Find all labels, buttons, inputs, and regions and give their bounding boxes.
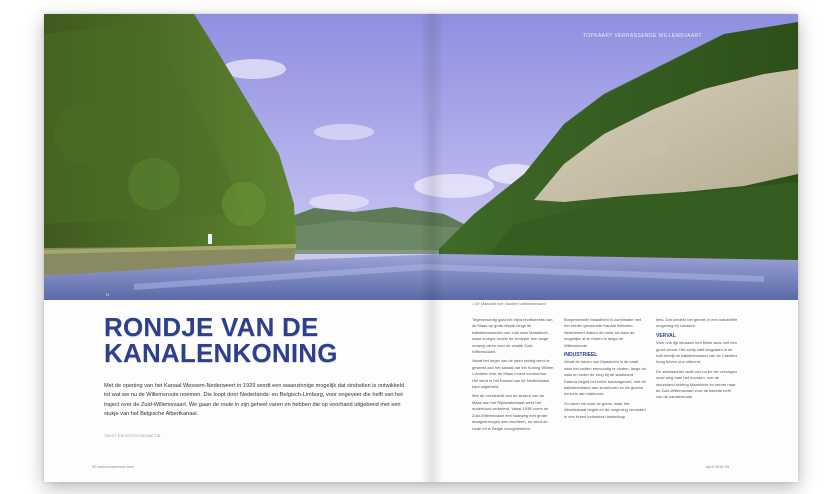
column-paragraph: lens. Dat ontdekt het geheel in een industriële omgeving bij Lanaken. [656, 317, 738, 329]
body-column-2 [564, 317, 646, 423]
column-paragraph: Vanaf het begin van de jaren twintig werd er gewerkt aan het kanaal dat het Koning Willem I-verkeer over de Maas moest voorkomen. Het werd in het Kanaal van de Nederlandse kant uitgebreid. [472, 358, 554, 390]
title-line-2: KANALENKONING [104, 338, 338, 368]
column-paragraph: Voor ons ligt intussen een flinke sluis met een groot verval. Het schip zakt langzaam in de kolk terwijl de kalksteenwand van de Caestert hoog boven ons uittorent. [656, 340, 737, 365]
column-paragraph: Vanaf de haven van Maastricht is de vaart naar het zuiden eenvoudig te vinden, langs de sluis en onder de brug bij de stadsrand. Daarna begint het echte kanaalgevoel, met de kalksteenwand aan stuurboord en de groene heuvels aan bakboord. [564, 359, 646, 397]
left-page-folio: 92 www.motorboot.com [92, 464, 134, 469]
right-page-folio: april 2016 93 [706, 464, 730, 469]
subheading-verval: VERVAL [656, 332, 676, 339]
column-paragraph: Tegenwoordig gaat het bijna rechtstreeks van de Maas op grote diepte langs de kalksteenwanden van Luik naar Maastricht, maar vroeger moest de schipper een lange omweg varen over de smalle Zuid-Willemsvaart. [472, 317, 553, 355]
photo-caption: • De Maasdal met Vaalder kalksteenwand [472, 301, 546, 306]
magazine-spread [44, 14, 798, 482]
body-column-1 [472, 317, 554, 435]
column-paragraph: Burgemeester Maastricht in combinatie met het eerder genoemde Kanaal Wessem-Nederweert maken de route tot waar de mogelijke af te vinden is langs de Willemsroute. [564, 317, 642, 348]
body-column-3 [656, 317, 738, 404]
article-title [104, 314, 404, 366]
subheading-industrieel: INDUSTRIEEL [564, 352, 598, 359]
photo-page-tag: N [106, 292, 109, 297]
column-paragraph: Zo varen we naar de grens, waar het Albertkanaal begint en de omgeving verandert in een breed industrieel landschap. [564, 400, 646, 419]
title-line-1: RONDJE VAN DE [104, 312, 319, 342]
column-paragraph: Met de overdracht van de sluizen van de Maas aan het Rijkswaterstaat werd het onderhoud verbeterd. Vanaf 1935 vormt de Zuid-Willemsvaart een vaarweg met groter draagvermogen dan voorheen, en werd de route tot in Belgie doorgetrokken. [472, 393, 549, 431]
article-intro: Met de opening van het Kanaal Wessem-Nederweert in 1929 wordt een waanzinnige mogelijk dat sindsdien is ontwikkeld tot wat we nu de Willemsroute noemen. Die loopt door Nederlands- en Belgisch-Limburg, voor ongeveer die helft van het traject over de Zuid-Willemsvaart. We gaan de route in zijn geheel varen en hebben die op voorhand uitgebreid met een stukje van het Belgische Albertkanaal. [104, 383, 404, 417]
column-paragraph: De sluiswachter wuift ons na en we vervolgen onze weg naar het noorden, met de stuurstand richting Maastricht en verder naar de Zuid-Willemsvaart voor de tweede helft van de kanalenroute. [656, 368, 737, 400]
section-label: TOPKAART VERRASSENDE WILLEMSVAART [582, 33, 702, 39]
article-credit: TEKST EN FOTO'S REDACTIE [104, 433, 161, 438]
page-gutter [420, 14, 444, 482]
